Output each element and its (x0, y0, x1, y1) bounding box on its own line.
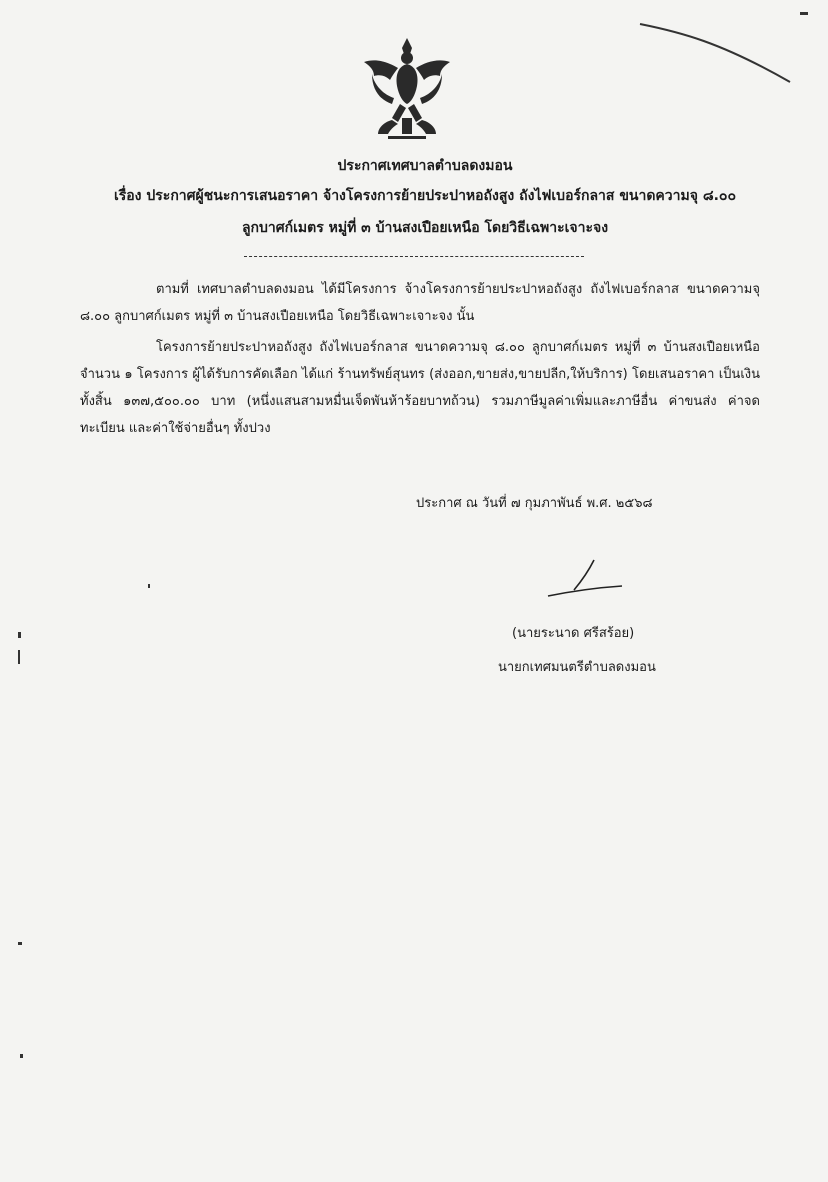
body-paragraph-1: ตามที่ เทศบาลตำบลดงมอน ได้มีโครงการ จ้างโครงการย้ายประปาหอถังสูง ถังไฟเบอร์กลาส ขนาดความจุ ๘.๐๐ ลูกบาศก์เมตร หมู่ที่ ๓ บ้านสงเปือยเหนือ โดยวิธีเฉพาะเจาะจง นั้น (80, 282, 760, 324)
document-title: ประกาศเทศบาลตำบลดงมอน (337, 158, 513, 174)
separator-line (244, 256, 584, 257)
signer-position: นายกเทศมนตรีตำบลดงมอน (498, 660, 656, 675)
body-paragraph-2: โครงการย้ายประปาหอถังสูง ถังไฟเบอร์กลาส ขนาดความจุ ๘.๐๐ ลูกบาศก์เมตร หมู่ที่ ๓ บ้านสงเปือยเหนือ จำนวน ๑ โครงการ ผู้ได้รับการคัดเลือก ได้แก่ ร้านทรัพย์สุนทร (ส่งออก,ขายส่ง,ขายปลีก,ให้บริการ) โดยเสนอราคา เป็นเงินทั้งสิ้น ๑๓๗,๕๐๐.๐๐ บาท (หนึ่งแสนสามหมื่นเจ็ดพันห้าร้อยบาทถ้วน) รวมภาษีมูลค่าเพิ่มและภาษีอื่น ค่าขนส่ง ค่าจดทะเบียน และค่าใช้จ่ายอื่นๆ ทั้งปวง (80, 340, 760, 436)
signature-icon (544, 556, 624, 604)
subject-line-1: เรื่อง ประกาศผู้ชนะการเสนอราคา จ้างโครงการย้ายประปาหอถังสูง ถังไฟเบอร์กลาส ขนาดความจุ ๘.๐๐ (113, 188, 737, 204)
announcement-date: ประกาศ ณ วันที่ ๗ กุมภาพันธ์ พ.ศ. ๒๕๖๘ (416, 496, 653, 511)
garuda-emblem-icon (362, 36, 452, 142)
subject-line-2: ลูกบาศก์เมตร หมู่ที่ ๓ บ้านสงเปือยเหนือ โดยวิธีเฉพาะเจาะจง (241, 220, 609, 236)
signer-name: (นายระนาด ศรีสร้อย) (512, 626, 635, 641)
